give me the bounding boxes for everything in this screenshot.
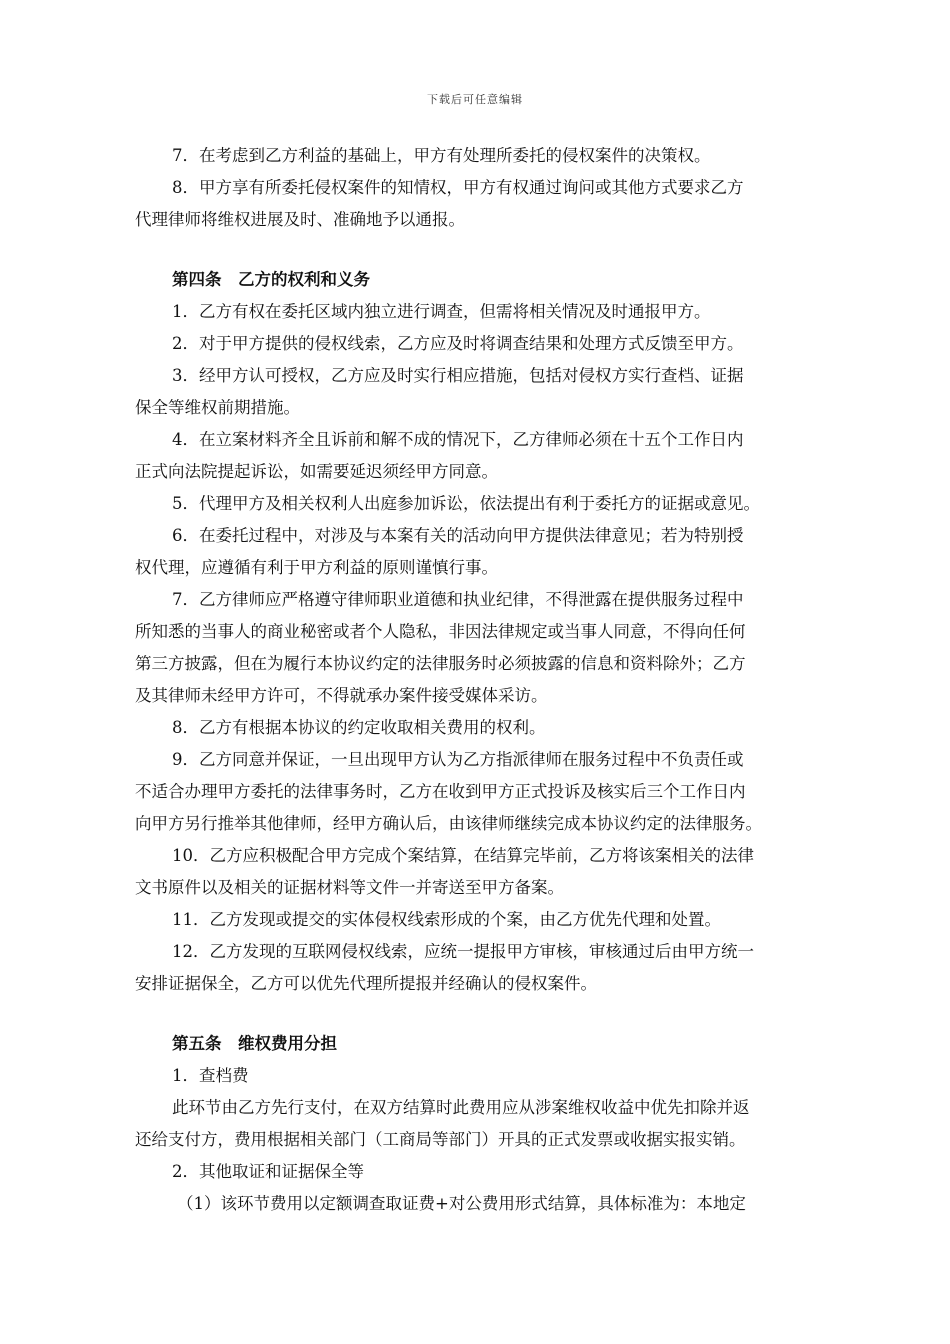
paragraph bbox=[135, 584, 847, 712]
paragraph bbox=[135, 488, 847, 520]
paragraph bbox=[135, 840, 847, 904]
paragraph-line: 5．代理甲方及相关权利人出庭参加诉讼，依法提出有利于委托方的证据或意见。 bbox=[172, 494, 760, 513]
paragraph bbox=[135, 172, 847, 236]
section-gap bbox=[135, 1000, 847, 1028]
paragraph-line: 8．乙方有根据本协议的约定收取相关费用的权利。 bbox=[172, 718, 546, 737]
section-4-title: 第四条 乙方的权利和义务 bbox=[172, 270, 370, 289]
paragraph bbox=[135, 904, 847, 936]
paragraph-line: 此环节由乙方先行支付，在双方结算时此费用应从涉案维权收益中优先扣除并返 bbox=[172, 1098, 750, 1117]
section-gap bbox=[135, 236, 847, 264]
section-5-items bbox=[135, 1060, 847, 1220]
paragraph-line: 12．乙方发现的互联网侵权线索，应统一提报甲方审核，审核通过后由甲方统一 bbox=[172, 942, 754, 961]
paragraph-line: 3．经甲方认可授权，乙方应及时实行相应措施，包括对侵权方实行查档、证据 bbox=[172, 366, 744, 385]
paragraph-line: 代理律师将维权进展及时、准确地予以通报。 bbox=[135, 210, 465, 229]
paragraph bbox=[135, 296, 847, 328]
section-5-title: 第五条 维权费用分担 bbox=[172, 1034, 337, 1053]
paragraph-line: 权代理，应遵循有利于甲方利益的原则谨慎行事。 bbox=[135, 558, 498, 577]
paragraph bbox=[135, 712, 847, 744]
paragraph-line: 不适合办理甲方委托的法律事务时，乙方在收到甲方正式投诉及核实后三个工作日内 bbox=[135, 782, 746, 801]
paragraph bbox=[135, 140, 847, 172]
paragraph-line: 4．在立案材料齐全且诉前和解不成的情况下，乙方律师必须在十五个工作日内 bbox=[172, 430, 744, 449]
paragraph-line: 7．乙方律师应严格遵守律师职业道德和执业纪律，不得泄露在提供服务过程中 bbox=[172, 590, 744, 609]
paragraph-line: 9．乙方同意并保证，一旦出现甲方认为乙方指派律师在服务过程中不负责任或 bbox=[172, 750, 744, 769]
section-3-tail bbox=[135, 140, 847, 236]
paragraph-line: 2．其他取证和证据保全等 bbox=[172, 1162, 364, 1181]
paragraph bbox=[135, 744, 847, 840]
paragraph bbox=[135, 1156, 847, 1188]
document-body bbox=[135, 140, 847, 1220]
paragraph-line: （1）该环节费用以定额调查取证费+对公费用形式结算，具体标准为：本地定 bbox=[177, 1194, 746, 1213]
paragraph-line: 2．对于甲方提供的侵权线索，乙方应及时将调查结果和处理方式反馈至甲方。 bbox=[172, 334, 744, 353]
paragraph-line: 向甲方另行推举其他律师，经甲方确认后，由该律师继续完成本协议约定的法律服务。 bbox=[135, 814, 762, 833]
paragraph bbox=[135, 1092, 847, 1156]
paragraph bbox=[135, 328, 847, 360]
paragraph-line: 10．乙方应积极配合甲方完成个案结算，在结算完毕前，乙方将该案相关的法律 bbox=[172, 846, 754, 865]
paragraph-line: 还给支付方，费用根据相关部门（工商局等部门）开具的正式发票或收据实报实销。 bbox=[135, 1130, 746, 1149]
paragraph bbox=[135, 520, 847, 584]
section-4-items bbox=[135, 296, 847, 1000]
page-header: 下载后可任意编辑 bbox=[427, 93, 523, 106]
paragraph-line: 第三方披露，但在为履行本协议约定的法律服务时必须披露的信息和资料除外；乙方 bbox=[135, 654, 746, 673]
paragraph-line: 文书原件以及相关的证据材料等文件一并寄送至甲方备案。 bbox=[135, 878, 564, 897]
paragraph bbox=[135, 1188, 847, 1220]
paragraph bbox=[135, 424, 847, 488]
paragraph bbox=[135, 936, 847, 1000]
paragraph bbox=[135, 360, 847, 424]
paragraph-line: 7．在考虑到乙方利益的基础上，甲方有处理所委托的侵权案件的决策权。 bbox=[172, 146, 711, 165]
paragraph-line: 安排证据保全，乙方可以优先代理所提报并经确认的侵权案件。 bbox=[135, 974, 597, 993]
paragraph bbox=[135, 1060, 847, 1092]
paragraph-line: 11．乙方发现或提交的实体侵权线索形成的个案，由乙方优先代理和处置。 bbox=[172, 910, 721, 929]
paragraph-line: 所知悉的当事人的商业秘密或者个人隐私，非因法律规定或当事人同意，不得向任何 bbox=[135, 622, 746, 641]
paragraph-line: 正式向法院提起诉讼，如需要延迟须经甲方同意。 bbox=[135, 462, 498, 481]
paragraph-line: 保全等维权前期措施。 bbox=[135, 398, 300, 417]
paragraph-line: 6．在委托过程中，对涉及与本案有关的活动向甲方提供法律意见；若为特别授 bbox=[172, 526, 744, 545]
paragraph-line: 1．乙方有权在委托区域内独立进行调查，但需将相关情况及时通报甲方。 bbox=[172, 302, 711, 321]
paragraph-line: 8．甲方享有所委托侵权案件的知情权，甲方有权通过询问或其他方式要求乙方 bbox=[172, 178, 744, 197]
paragraph-line: 及其律师未经甲方许可，不得就承办案件接受媒体采访。 bbox=[135, 686, 548, 705]
paragraph-line: 1．查档费 bbox=[172, 1066, 249, 1085]
